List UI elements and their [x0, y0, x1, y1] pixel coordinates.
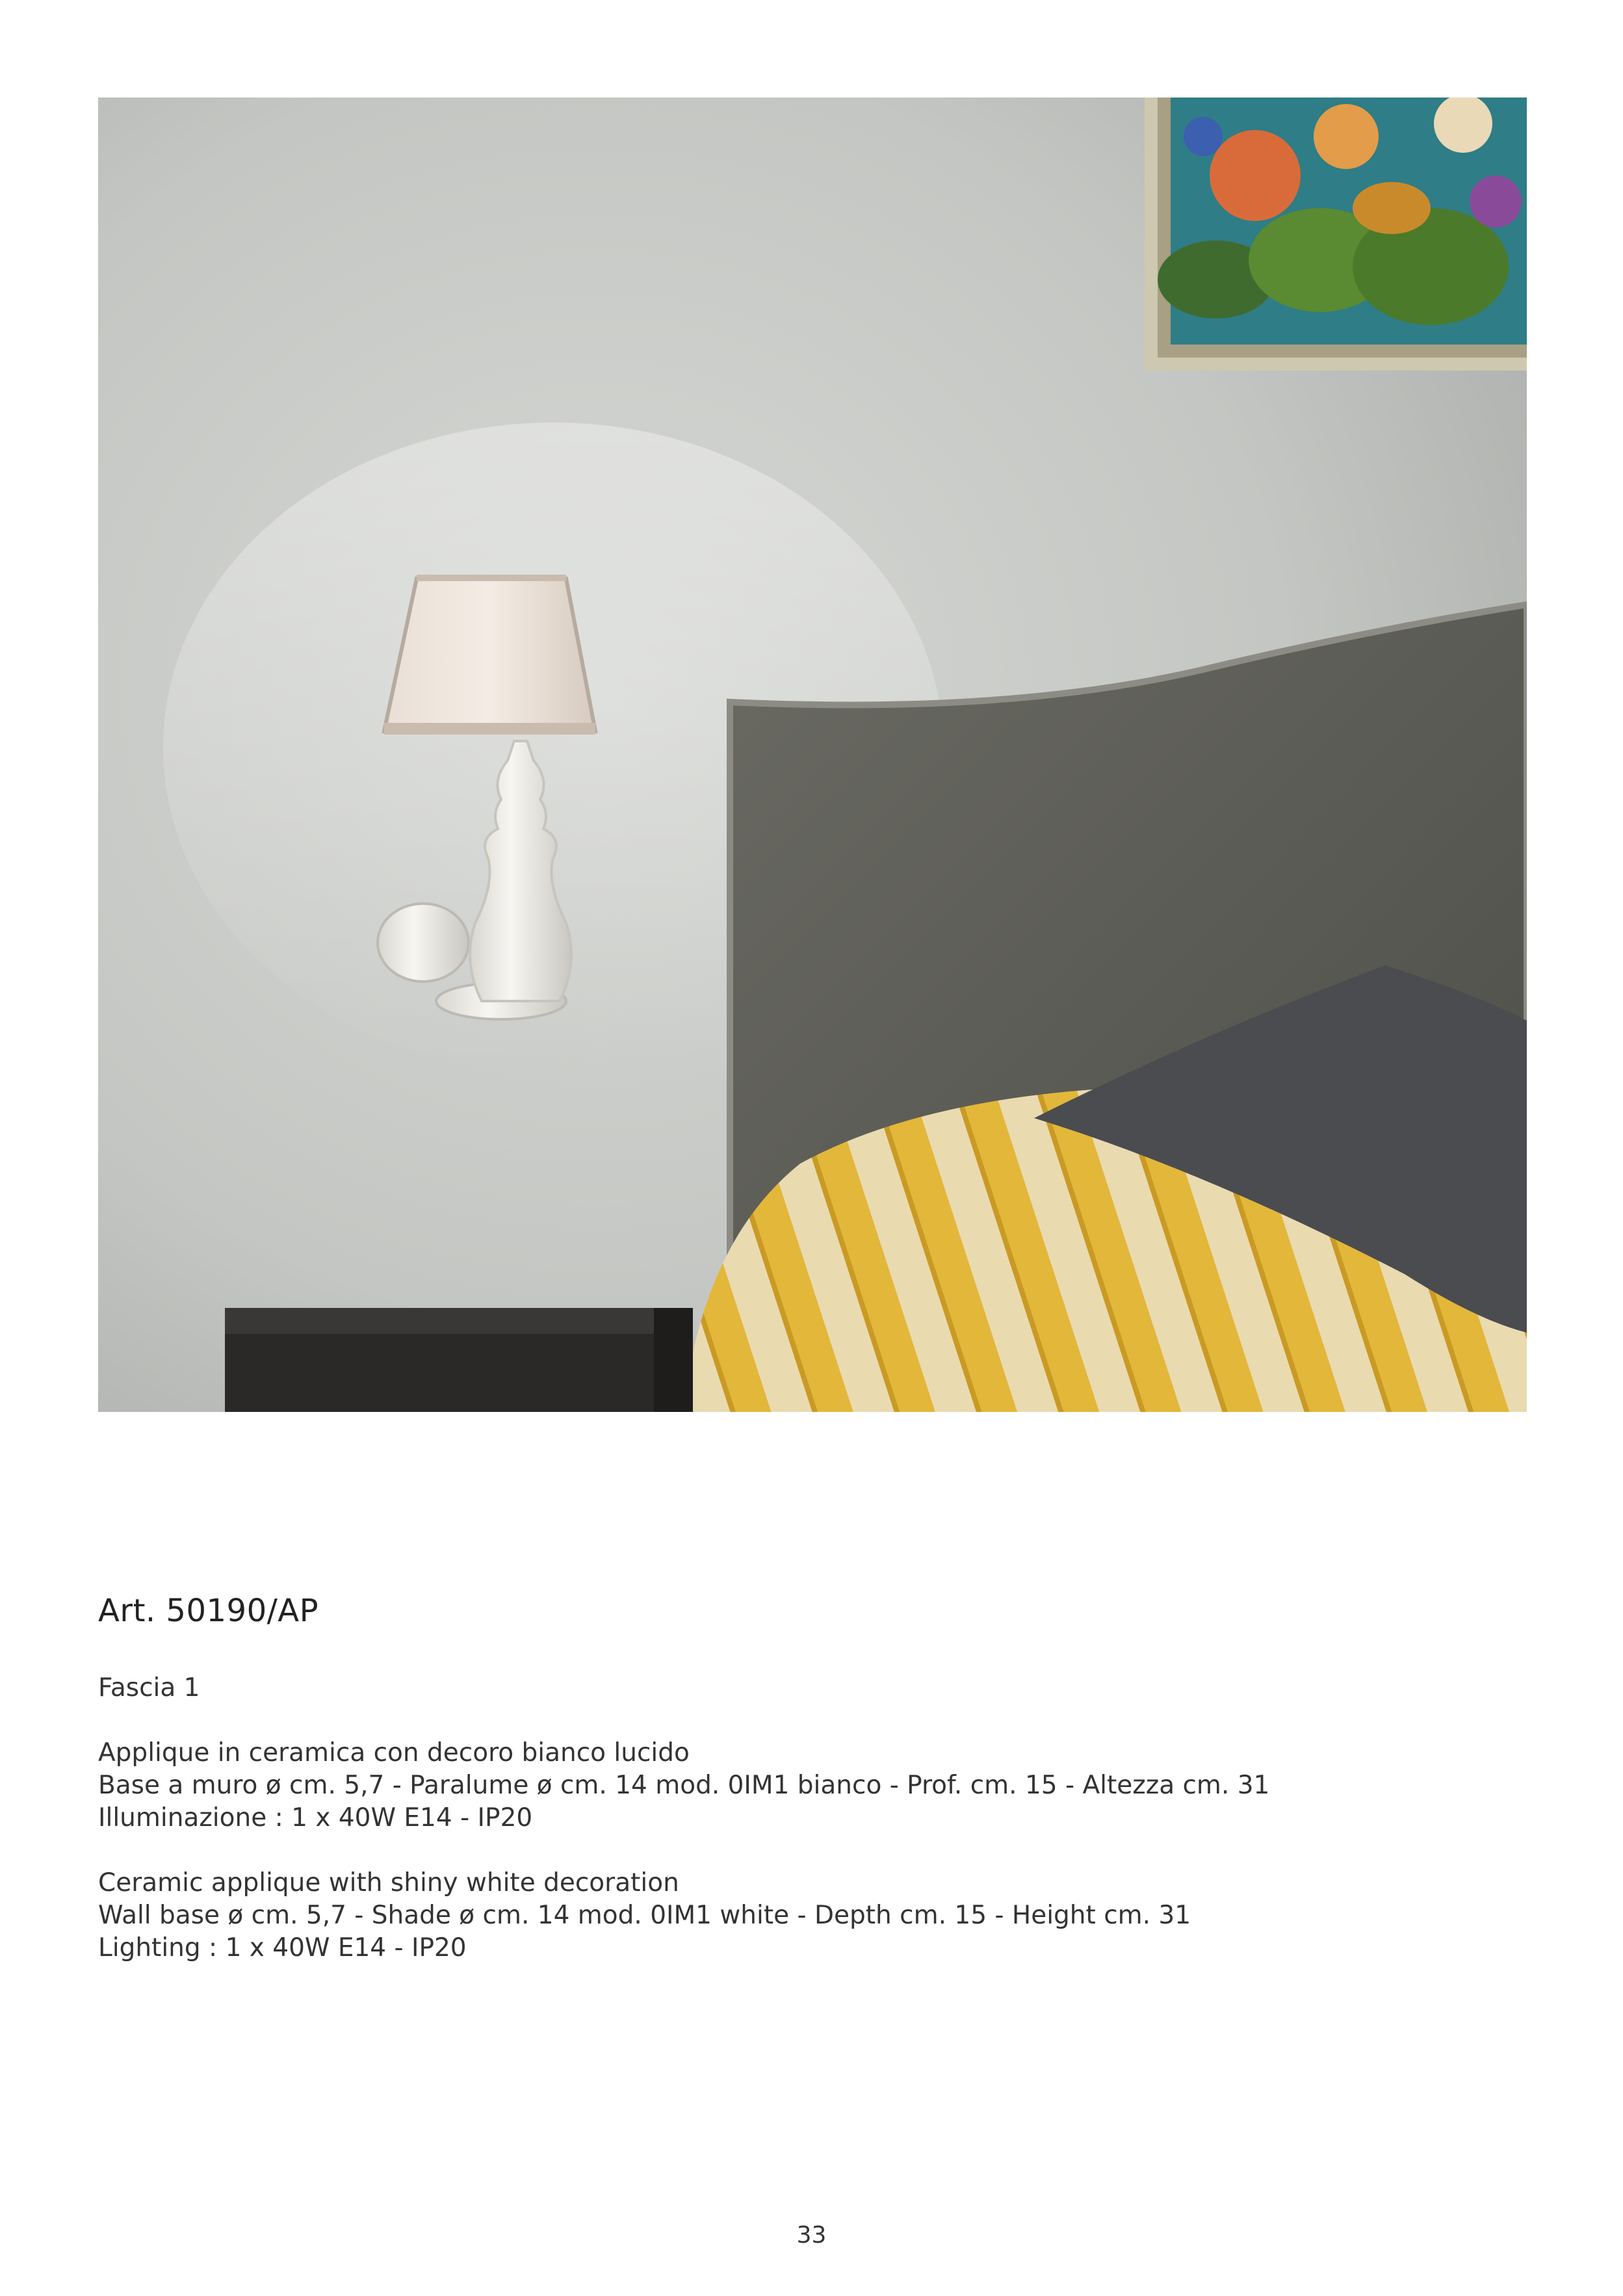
wall-painting	[1145, 98, 1527, 371]
page-number: 33	[796, 2222, 827, 2249]
article-number: Art. 50190/AP	[98, 1593, 319, 1629]
description-line: Ceramic applique with shiny white decoration	[98, 1868, 679, 1898]
description-line: Wall base ø cm. 5,7 - Shade ø cm. 14 mod. 0IM1 white - Depth cm. 15 - Height cm. 31	[98, 1901, 1191, 1930]
description-line: Base a muro ø cm. 5,7 - Paralume ø cm. 14 mod. 0IM1 bianco - Prof. cm. 15 - Altezza cm. 31	[98, 1771, 1270, 1800]
lampshade	[384, 579, 595, 731]
description-line: Illuminazione : 1 x 40W E14 - IP20	[98, 1803, 533, 1833]
description-italian	[98, 1737, 1269, 1834]
description-english	[98, 1867, 1191, 1964]
price-band	[98, 1672, 200, 1704]
description-line: Applique in ceramica con decoro bianco lucido	[98, 1738, 690, 1768]
nightstand	[225, 1308, 693, 1412]
price-band-label: Fascia 1	[98, 1673, 200, 1702]
product-photo	[98, 98, 1527, 1412]
description-line: Lighting : 1 x 40W E14 - IP20	[98, 1933, 467, 1963]
